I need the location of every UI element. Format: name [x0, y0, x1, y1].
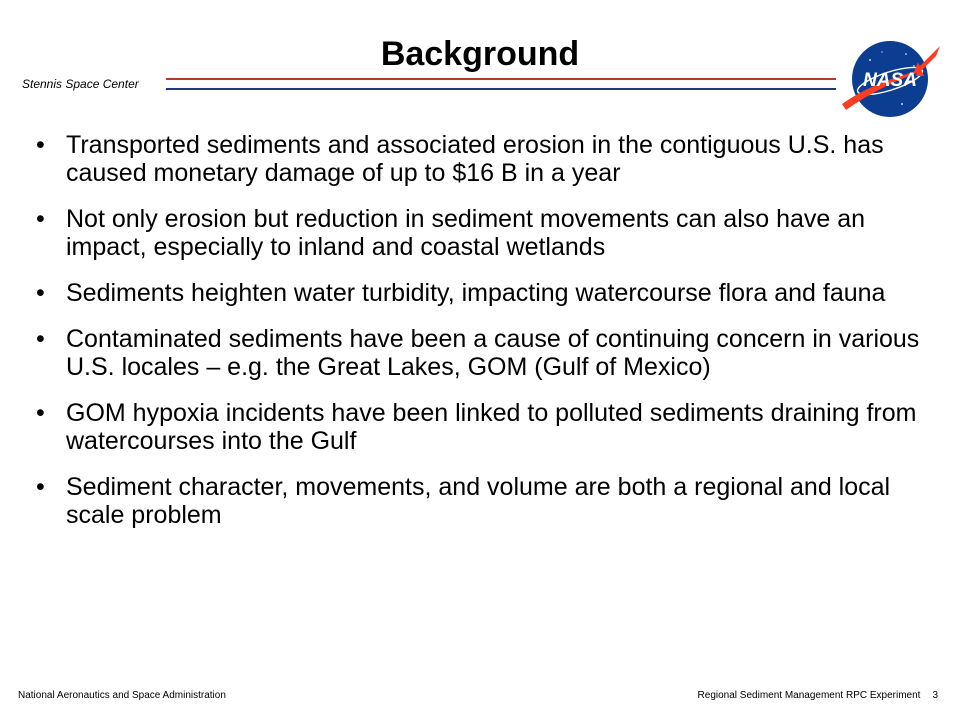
bullet-marker: • — [36, 399, 45, 427]
footer-organization: National Aeronautics and Space Administration — [18, 690, 226, 701]
bullet-marker: • — [36, 205, 45, 233]
bullet-item — [24, 325, 924, 381]
bullet-marker: • — [36, 473, 45, 501]
center-name: Stennis Space Center — [22, 77, 139, 91]
bullet-item — [24, 399, 924, 455]
bullet-item — [24, 279, 924, 307]
bullet-item — [24, 131, 924, 187]
header-rule-top — [166, 78, 836, 80]
bullet-item — [24, 473, 924, 529]
nasa-logo-icon — [840, 38, 944, 120]
logo-text: NASA — [863, 70, 917, 91]
slide-title: Background — [380, 35, 580, 73]
bullet-text: Sediment character, movements, and volume are both a regional and local scale problem — [66, 473, 891, 529]
bullet-marker: • — [36, 131, 45, 159]
bullet-text: Sediments heighten water turbidity, impacting watercourse flora and fauna — [66, 279, 886, 307]
page-number: 3 — [932, 690, 938, 701]
bullet-item — [24, 205, 924, 261]
header-rule-bottom — [166, 88, 836, 90]
footer-right — [698, 690, 938, 702]
bullet-marker: • — [36, 279, 45, 307]
bullet-text: GOM hypoxia incidents have been linked to polluted sediments draining from watercourses into the Gulf — [66, 399, 917, 455]
bullet-list — [24, 131, 924, 547]
bullet-marker: • — [36, 325, 45, 353]
bullet-text: Contaminated sediments have been a cause of continuing concern in various U.S. locales – e.g. the Great Lakes, GOM (Gulf of Mexico) — [66, 325, 920, 381]
footer-experiment: Regional Sediment Management RPC Experiment — [697, 690, 921, 701]
bullet-text: Not only erosion but reduction in sediment movements can also have an impact, especially to inland and coastal wetlands — [66, 205, 866, 261]
bullet-text: Transported sediments and associated erosion in the contiguous U.S. has caused monetary damage of up to $16 B in a year — [66, 131, 884, 187]
